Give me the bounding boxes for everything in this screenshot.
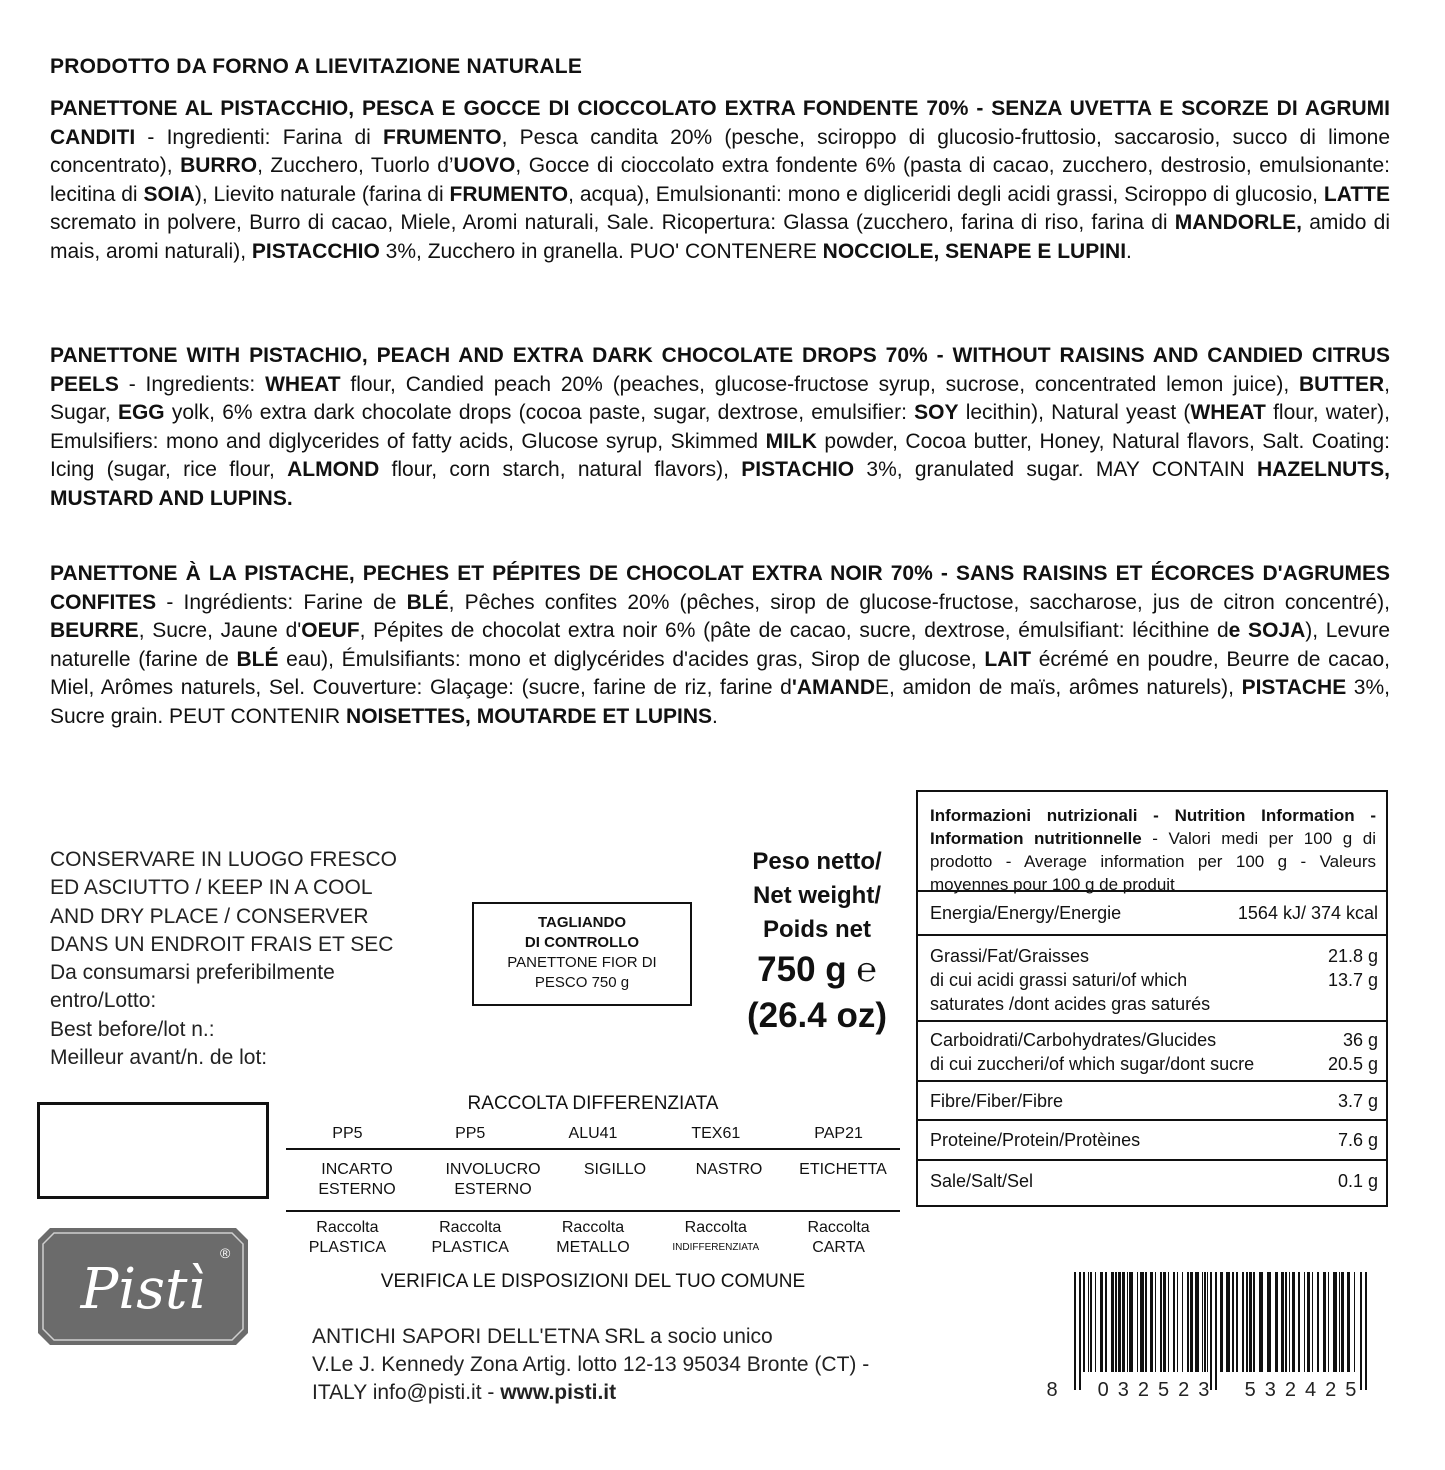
allergen-bold-text: EGG <box>117 401 165 425</box>
ingredient-text: 3%, Sucre grain. PEUT CONTENIR <box>50 676 1390 728</box>
ingredient-text: scremato in polvere, Burro di cacao, Miele, Aromi naturali, Sale. Ricopertura: Glassa (zucchero, farina di riso, farina di <box>50 211 1175 235</box>
allergen-bold-text: NOISETTES, MOUTARDE ET LUPINS <box>346 704 712 728</box>
ingredient-text: . <box>712 704 718 728</box>
barcode-bar <box>1298 1272 1300 1372</box>
barcode-bar <box>1083 1272 1085 1372</box>
product-type-title: PRODOTTO DA FORNO A LIEVITAZIONE NATURALE <box>50 55 583 78</box>
barcode-bar <box>1137 1272 1138 1372</box>
ingredient-text: 3%, granulated sugar. MAY CONTAIN <box>854 458 1257 482</box>
nutrient-sub-value: 13.7 g <box>1327 970 1378 990</box>
ingredient-text: powder, Cocoa butter, Honey, Natural flavors, Salt. Coating: Icing (sugar, rice flour, <box>50 429 1390 482</box>
barcode-bar <box>1207 1272 1208 1372</box>
allergen-bold-text: PANETTONE À LA PISTACHE, PECHES ET PÉPITES DE CHOCOLAT EXTRA NOIR 70% - SANS RAISINS ET ÉCORCES D'AGRUMES CONFITES <box>50 562 1390 614</box>
barcode-bar <box>1122 1272 1125 1372</box>
barcode-bar <box>1304 1272 1305 1372</box>
barcode-bar <box>1187 1272 1189 1372</box>
barcode-bar <box>1163 1272 1166 1372</box>
barcode-bar <box>1289 1272 1290 1372</box>
barcode-bar <box>1232 1272 1234 1372</box>
allergen-bold-text: PISTACCHIO <box>251 239 380 263</box>
allergen-bold-text: BUTTER <box>1299 372 1385 396</box>
ingredient-text: flour, corn starch, natural flavors), <box>379 458 742 482</box>
barcode-bar <box>1215 1272 1217 1390</box>
nutrition-row-fibre <box>918 1082 1386 1121</box>
barcode-bar <box>1079 1272 1081 1390</box>
barcode-bar <box>1140 1272 1144 1372</box>
ingredient-text: lecithin), Natural yeast ( <box>958 401 1191 425</box>
barcode-bar <box>1360 1272 1362 1390</box>
logo-wordmark: Pistì <box>80 1257 206 1322</box>
ingredient-text: eau), Émulsifiants: mono et diglycérides d'acides gras, Sirop de glucose, <box>278 647 985 671</box>
nutrition-row-fat <box>918 936 1386 1022</box>
barcode-bar <box>1226 1272 1230 1372</box>
barcode-bar <box>1115 1272 1117 1372</box>
barcode-bar <box>1155 1272 1156 1372</box>
storage-line: DANS UN ENDROIT FRAIS ET SEC <box>50 932 394 956</box>
nutrient-sub-value: 20.5 g <box>1327 1054 1378 1074</box>
nutrition-table <box>916 790 1388 1207</box>
allergen-bold-text: BEURRE <box>50 619 139 643</box>
allergen-bold-text: MILK <box>765 429 817 453</box>
barcode-bar <box>1150 1272 1153 1372</box>
net-weight-amount <box>722 947 912 993</box>
control-product-2: PESCO 750 g <box>534 974 630 991</box>
company-name: ANTICHI SAPORI DELL'ETNA SRL a socio unico <box>312 1325 773 1348</box>
collection-bin: Raccolta INDIFFERENZIATA <box>672 1219 760 1253</box>
barcode-bar <box>1236 1272 1238 1372</box>
barcode-bar <box>1190 1272 1193 1372</box>
barcode-bar <box>1127 1272 1128 1372</box>
nutrition-row-energy <box>918 892 1386 936</box>
nutrition-row-carbohydrates <box>918 1022 1386 1082</box>
barcode-bar <box>1281 1272 1284 1372</box>
barcode-bar <box>1182 1272 1183 1372</box>
net-weight <box>722 845 912 1039</box>
company-email: ITALY info@pisti.it - <box>312 1381 501 1404</box>
nutrient-sub-label: di cui zuccheri/of which sugar/dont sucre <box>930 1054 1255 1074</box>
net-weight-label-fr: Poids net <box>762 916 871 943</box>
material-code: PP5 <box>455 1125 486 1142</box>
material-code: PAP21 <box>814 1125 863 1142</box>
ingredient-text: 3%, Zucchero in granella. PUO' CONTENERE <box>379 239 823 263</box>
barcode-bar <box>1100 1272 1103 1372</box>
barcode-bar <box>1074 1272 1076 1390</box>
barcode-bar <box>1202 1272 1203 1372</box>
material-code: ALU41 <box>568 1125 618 1142</box>
barcode-bar <box>1105 1272 1107 1372</box>
nutrient-value: 1564 kJ/ 374 kcal <box>1237 903 1378 923</box>
storage-line: ED ASCIUTTO / KEEP IN A COOL <box>50 876 373 900</box>
ingredient-text: yolk, 6% extra dark chocolate drops (cocoa paste, sugar, dextrose, emulsifier: <box>164 401 915 425</box>
barcode-bar <box>1160 1272 1162 1372</box>
packaging-item: SIGILLO <box>583 1161 647 1178</box>
best-before-line: Da consumarsi preferibilmente <box>50 961 335 985</box>
barcode-bar <box>1253 1272 1255 1372</box>
ingredient-text: , acqua), Emulsionanti: mono e digliceridi degli acidi grassi, Sciroppo di glucosio, <box>568 182 1324 206</box>
control-product-1: PANETTONE FIOR DI <box>507 954 657 971</box>
nutrition-row-salt <box>918 1161 1386 1201</box>
ingredients-french <box>50 560 1390 732</box>
recycling-items-row <box>286 1150 900 1210</box>
barcode-bar <box>1111 1272 1114 1372</box>
ingredients-english <box>50 342 1390 514</box>
barcode-bar <box>1220 1272 1223 1372</box>
barcode-bar <box>1210 1272 1212 1390</box>
ingredient-text: ), Lievito naturale (farina di <box>194 182 450 206</box>
best-before-line: entro/Lotto: <box>50 989 157 1013</box>
barcode-bar <box>1118 1272 1121 1372</box>
allergen-bold-text: BLÉ <box>236 647 279 671</box>
allergen-bold-text: FRUMENTO <box>383 125 502 149</box>
ingredient-text: flour, Candied peach 20% (peaches, glucose-fructose syrup, sucrose, concentrated lemon juice), <box>340 372 1299 396</box>
allergen-bold-text: PANETTONE WITH PISTACHIO, PEACH AND EXTRA DARK CHOCOLATE DROPS 70% - WITHOUT RAISINS AND CANDIED CITRUS PEELS <box>50 344 1390 396</box>
net-weight-ounces: (26.4 oz) <box>746 996 888 1035</box>
barcode-digit-first: 8 <box>1046 1379 1058 1400</box>
ingredient-text: , Pêches confites 20% (pêches, sirop de glucose-fructose, saccharose, jus de citron concentré), <box>448 590 1390 614</box>
storage-line: CONSERVARE IN LUOGO FRESCO <box>50 848 397 871</box>
barcode-bar <box>1312 1272 1313 1372</box>
packaging-item: INVOLUCRO ESTERNO <box>445 1161 541 1198</box>
barcode-bar <box>1129 1272 1133 1372</box>
barcode-bar <box>1347 1272 1350 1372</box>
barcode-bar <box>1090 1272 1092 1372</box>
nutrient-label: Fibre/Fiber/Fibre <box>930 1090 1064 1111</box>
barcode-bar <box>1333 1272 1337 1372</box>
packaging-item: ETICHETTA <box>799 1161 887 1178</box>
barcode-bar <box>1339 1272 1340 1372</box>
nutrition-header-note: - Valori medi per 100 g di prodotto - Average information per 100 g - Valeurs moyennes pour 100 g de produit <box>930 829 1376 894</box>
barcode-bar <box>1246 1272 1248 1372</box>
ingredients-italian <box>50 95 1390 267</box>
net-weight-label-it: Peso netto/ <box>752 848 882 875</box>
packaging-item: NASTRO <box>695 1161 763 1178</box>
nutrient-label: Grassi/Fat/Graisses <box>930 946 1090 966</box>
nutrient-sub-label: di cui acidi grassi saturi/of which saturates /dont acides gras saturés <box>930 970 1211 1014</box>
recycling-title: RACCOLTA DIFFERENZIATA <box>467 1093 719 1114</box>
barcode-bar <box>1168 1272 1169 1372</box>
allergen-bold-text: PANETTONE AL PISTACCHIO, PESCA E GOCCE DI CIOCCOLATO EXTRA FONDENTE 70% - SENZA UVETTA E SCORZE DI AGRUMI CANDITI <box>50 97 1390 149</box>
company-info <box>312 1323 992 1407</box>
barcode-digits-left: 032523 <box>1097 1379 1219 1400</box>
allergen-bold-text: NOCCIOLE, SENAPE E LUPINI <box>822 239 1127 263</box>
registered-icon: ® <box>220 1245 231 1261</box>
barcode-digits-right: 532425 <box>1244 1379 1366 1400</box>
allergen-bold-text: e SOJA <box>1228 619 1306 643</box>
ingredient-text: , Zucchero, Tuorlo d’ <box>257 154 454 178</box>
allergen-bold-text: FRUMENTO <box>449 182 569 206</box>
barcode-bar <box>1242 1272 1244 1372</box>
nutrition-header-title: Informazioni nutrizionali - Nutrition Information - Information nutritionnelle <box>930 806 1376 848</box>
barcode-bar <box>1088 1272 1089 1372</box>
recycling-table <box>286 1120 900 1262</box>
ingredient-text: ), Levure naturelle (farine de <box>50 619 1390 671</box>
ingredient-text: - Ingredienti: Farina di <box>135 125 383 149</box>
barcode-bar <box>1285 1272 1287 1372</box>
ingredient-text: écrémé en poudre, Beurre de cacao, Miel, Arômes naturels, Sel. Couverture: Glaçage: (sucre, farine de riz, farine d <box>50 647 1390 700</box>
company-contact <box>312 1379 992 1407</box>
ingredient-text: flour, water), Emulsifiers: mono and diglycerides of fatty acids, Glucose syrup, Skimmed <box>50 401 1390 453</box>
best-before-line: Best before/lot n.: <box>50 1017 215 1041</box>
lot-stamp-box <box>37 1102 269 1199</box>
recycling-note: VERIFICA LE DISPOSIZIONI DEL TUO COMUNE <box>380 1271 806 1292</box>
allergen-bold-text: SOY <box>914 401 959 425</box>
nutrient-value: 0.1 g <box>1337 1171 1378 1191</box>
barcode-bar <box>1177 1272 1178 1372</box>
storage-line: AND DRY PLACE / CONSERVER <box>50 904 369 928</box>
ingredient-text: amido di mais, aromi naturali), <box>50 211 1390 263</box>
barcode-bar <box>1095 1272 1096 1372</box>
ean-barcode <box>1030 1270 1400 1400</box>
ingredient-text: , Sucre, Jaune d' <box>138 619 302 643</box>
nutrient-value: 21.8 g <box>1327 946 1378 966</box>
ingredient-text: - Ingredients: <box>118 372 266 396</box>
estimated-sign-icon: ℮ <box>856 951 877 989</box>
barcode-bar <box>1259 1272 1263 1372</box>
company-address: V.Le J. Kennedy Zona Artig. lotto 12-13 95034 Bronte (CT) - <box>312 1353 870 1376</box>
allergen-bold-text: OEUF <box>301 619 360 643</box>
nutrient-value: 3.7 g <box>1337 1090 1378 1111</box>
allergen-bold-text: HAZELNUTS, MUSTARD AND LUPINS. <box>50 458 1390 510</box>
ingredient-text: , Pépites de chocolat extra noir 6% (pâte de cacao, sucre, dextrose, émulsifiant: lécithine d <box>359 619 1229 643</box>
storage-instructions <box>50 846 460 1072</box>
nutrient-label: Energia/Energy/Energie <box>930 903 1122 923</box>
barcode-bar <box>1365 1272 1367 1390</box>
barcode-bar <box>1145 1272 1147 1372</box>
packaging-item: INCARTO ESTERNO <box>318 1161 396 1198</box>
recycling-bins-row <box>286 1212 900 1262</box>
allergen-bold-text: SOIA <box>143 182 195 206</box>
pisti-logo <box>38 1228 248 1345</box>
ingredient-text: E, amidon de maïs, arômes naturels), <box>875 676 1242 700</box>
nutrient-value: 36 g <box>1342 1030 1378 1050</box>
barcode-bar <box>1267 1272 1271 1372</box>
barcode-bar <box>1323 1272 1326 1372</box>
collection-bin: Raccolta CARTA <box>807 1219 870 1256</box>
barcode-bar <box>1195 1272 1199 1372</box>
company-website[interactable]: www.pisti.it <box>500 1381 617 1404</box>
allergen-bold-text: WHEAT <box>265 372 341 396</box>
net-weight-label-en: Net weight/ <box>752 882 881 909</box>
allergen-bold-text: WHEAT <box>1190 401 1266 425</box>
best-before-line: Meilleur avant/n. de lot: <box>50 1046 268 1070</box>
allergen-bold-text: ALMOND <box>287 458 380 482</box>
nutrient-label: Proteine/Protein/Protèines <box>930 1130 1141 1150</box>
nutrition-header <box>918 792 1386 892</box>
control-title-1: TAGLIANDO <box>537 914 627 931</box>
allergen-bold-text: BLÉ <box>406 590 449 614</box>
allergen-bold-text: LATTE <box>1323 182 1390 206</box>
barcode-bar <box>1317 1272 1319 1372</box>
ingredient-text: , Sugar, <box>50 372 1391 425</box>
allergen-bold-text: PISTACHIO <box>741 458 855 482</box>
barcode-bar <box>1307 1272 1310 1372</box>
barcode-bar <box>1354 1272 1355 1372</box>
nutrient-label: Sale/Salt/Sel <box>930 1171 1034 1191</box>
nutrient-value: 7.6 g <box>1337 1130 1378 1150</box>
barcode-bar <box>1275 1272 1278 1372</box>
barcode-bar <box>1249 1272 1252 1372</box>
barcode-bar <box>1328 1272 1329 1372</box>
ingredient-text: - Ingrédients: Farine de <box>156 590 407 614</box>
allergen-bold-text: UOVO <box>453 154 516 178</box>
barcode-bar <box>1292 1272 1295 1372</box>
control-coupon-box <box>472 902 692 1006</box>
allergen-bold-text: BURRO <box>180 154 258 178</box>
allergen-bold-text: 'AMAND <box>791 676 876 700</box>
net-weight-grams: 750 g <box>757 950 847 989</box>
barcode-bar <box>1204 1272 1206 1372</box>
ingredient-text: . <box>1126 239 1132 263</box>
barcode-bar <box>1173 1272 1175 1372</box>
collection-bin: Raccolta METALLO <box>556 1219 630 1256</box>
allergen-bold-text: PISTACHE <box>1241 676 1347 700</box>
recycling-codes-row <box>286 1120 900 1148</box>
collection-bin: Raccolta PLASTICA <box>308 1219 387 1256</box>
ingredient-text: , Pesca candita 20% (pesche, sciroppo di glucosio-fruttosio, saccarosio, succo di limone concentrato), <box>50 125 1390 178</box>
material-code: PP5 <box>332 1125 363 1142</box>
barcode-bar <box>1341 1272 1344 1372</box>
allergen-bold-text: MANDORLE, <box>1174 211 1302 235</box>
ingredient-text: , Gocce di cioccolato extra fondente 6% (pasta di cacao, zucchero, destrosio, emulsionante: lecitina di <box>50 154 1391 206</box>
nutrition-row-protein <box>918 1121 1386 1161</box>
control-title-2: DI CONTROLLO <box>524 934 640 951</box>
collection-bin: Raccolta PLASTICA <box>431 1219 509 1256</box>
allergen-bold-text: LAIT <box>984 647 1032 671</box>
material-code: TEX61 <box>691 1125 741 1142</box>
nutrient-label: Carboidrati/Carbohydrates/Glucides <box>930 1030 1217 1050</box>
